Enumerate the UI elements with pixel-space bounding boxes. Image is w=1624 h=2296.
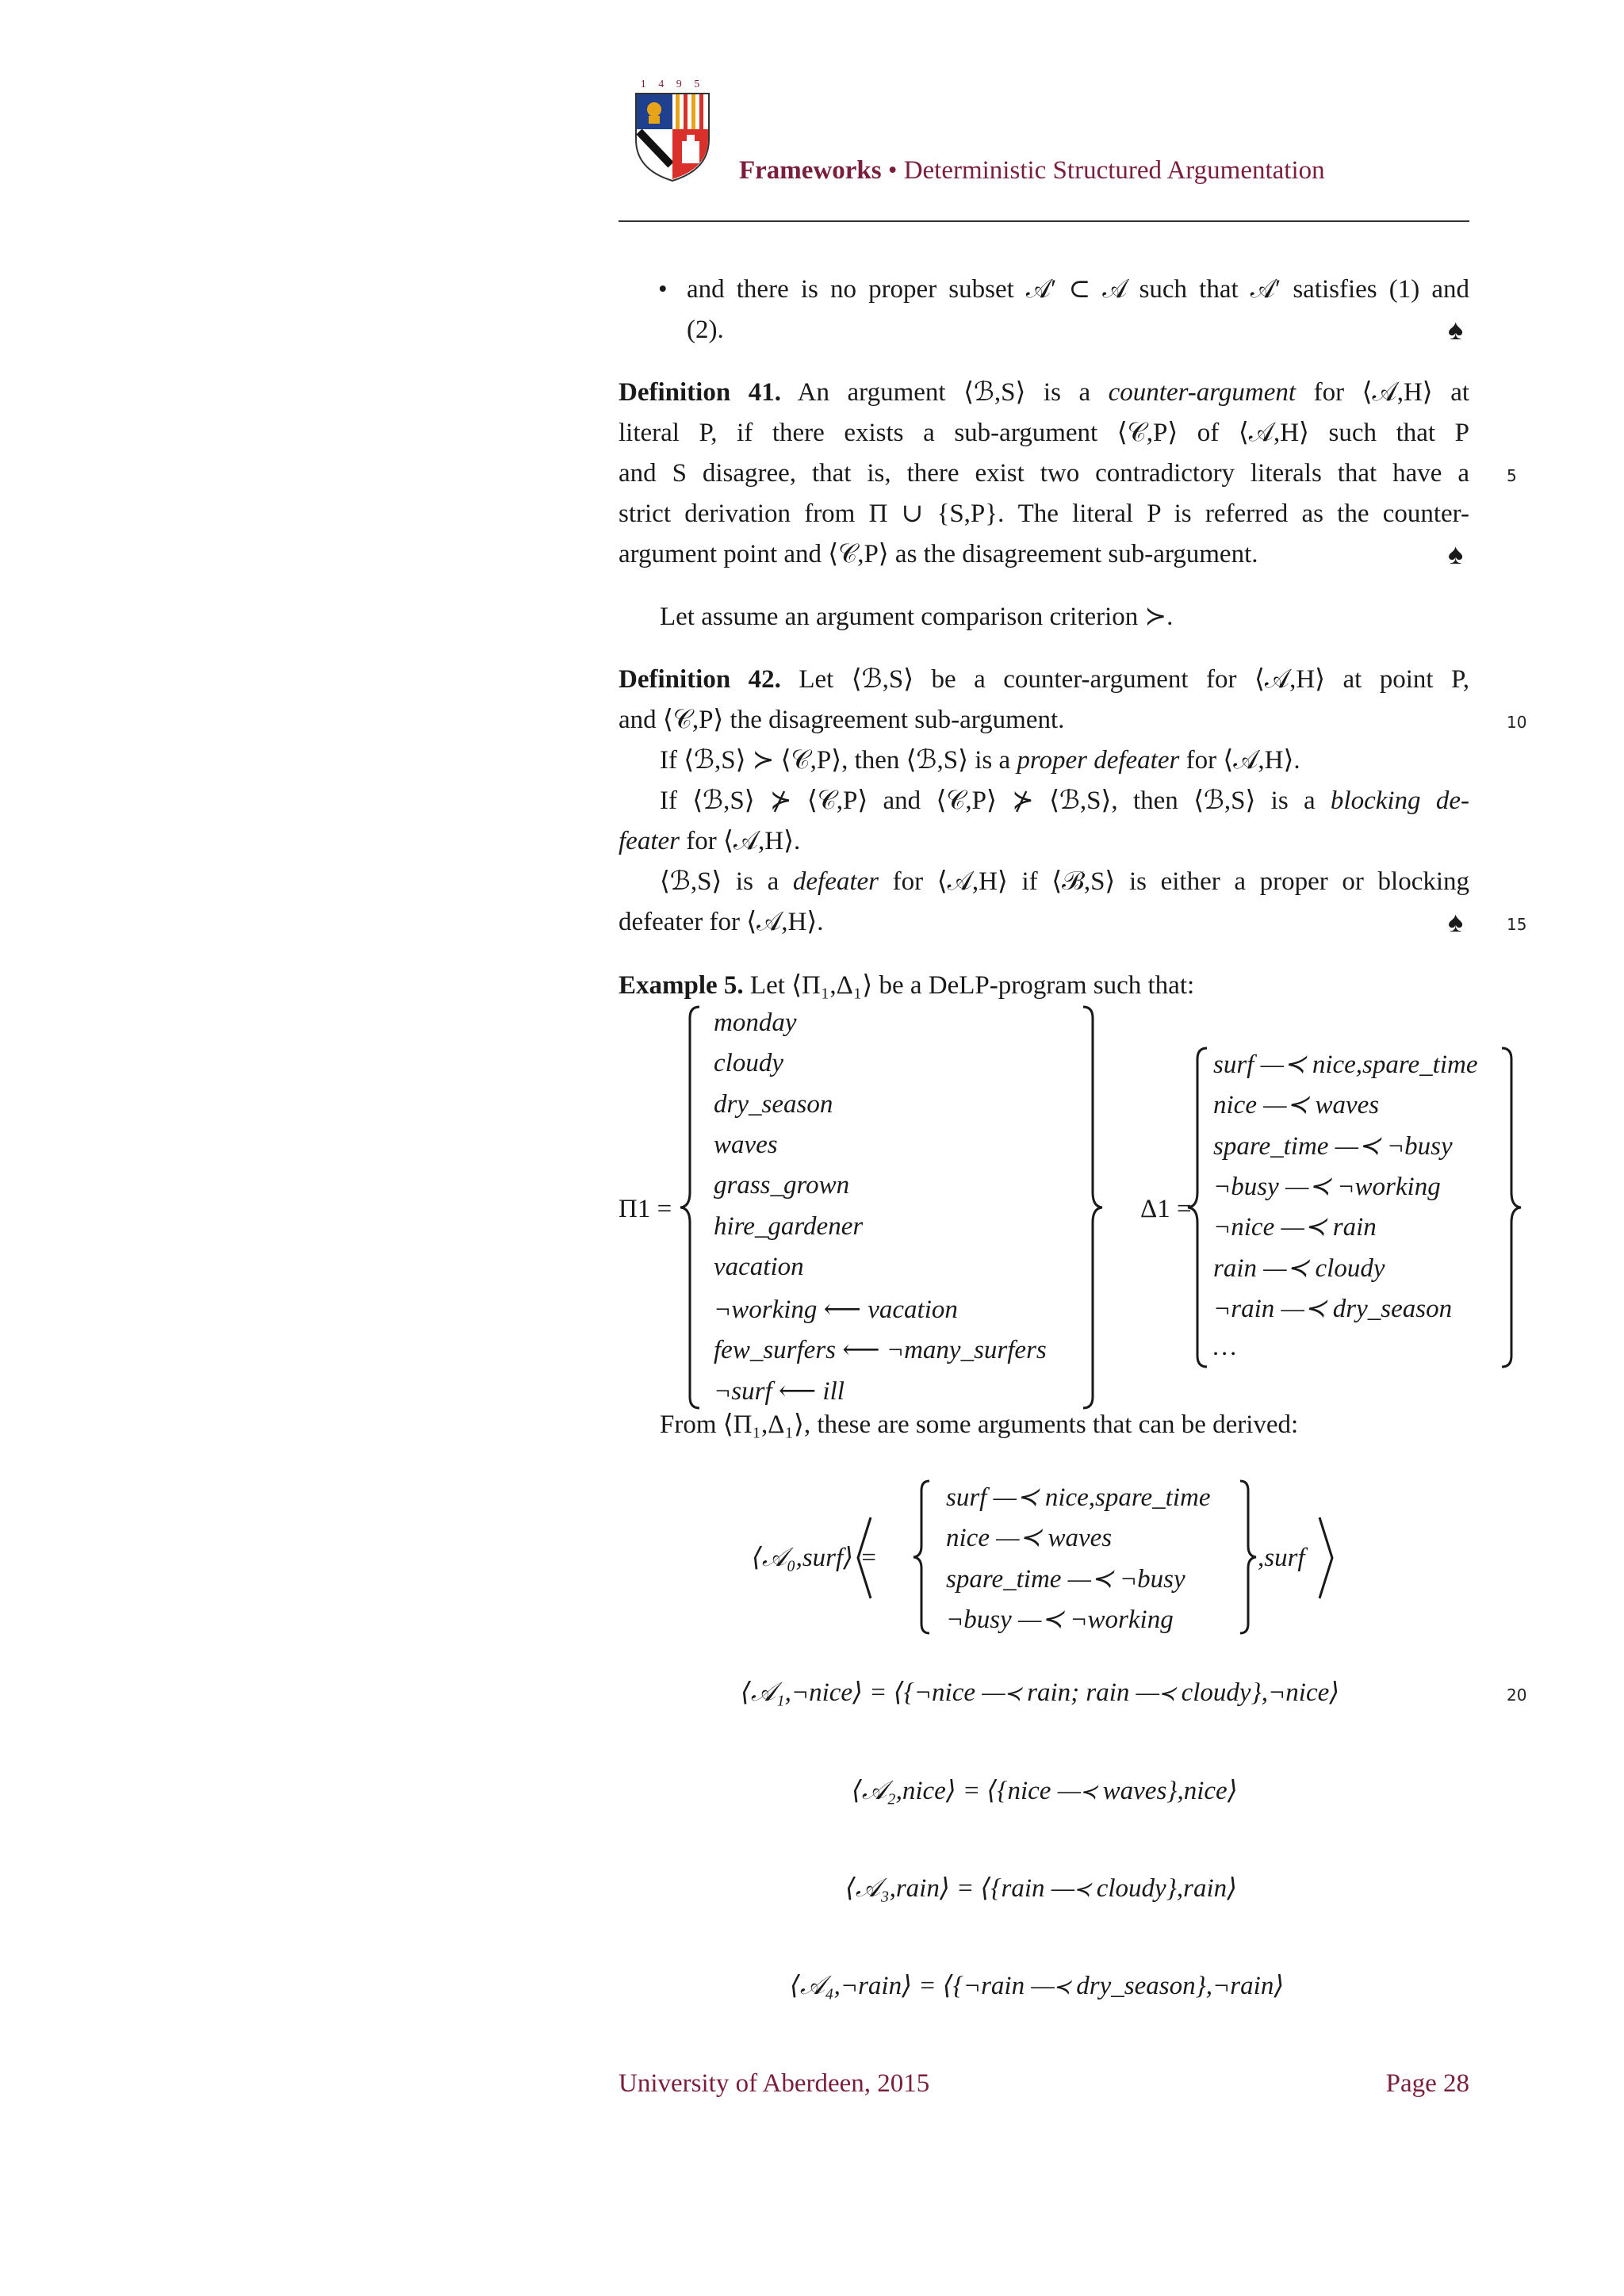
pi-right-brace: [1080, 1005, 1104, 1410]
example5-heading: Example 5. Let ⟨Π₁,Δ₁⟩ be a DeLP-program such that:: [619, 971, 1195, 1000]
line-number: 20: [1507, 1686, 1527, 1705]
line-number: 5: [1507, 466, 1517, 485]
def42-line-3: If ⟨ℬ,S⟩ ≻ ⟨𝒞,P⟩, then ⟨ℬ,S⟩ is a proper defeater for ⟨𝒜,H⟩.: [660, 746, 1300, 775]
line-number: 10: [1507, 713, 1527, 732]
a0-right-angle: [1316, 1514, 1335, 1601]
footer-page-number: Page 28: [1385, 2069, 1469, 2098]
def41-line-1: Definition 41. An argument ⟨ℬ,S⟩ is a counter-argument for ⟨𝒜,H⟩ at: [619, 378, 1470, 407]
footer-university: University of Aberdeen, 2015: [619, 2069, 930, 2098]
pi-label: Π1 =: [619, 1195, 672, 1223]
delta-right-brace: [1499, 1047, 1522, 1368]
bullet-dot: •: [658, 275, 668, 304]
from-line: From ⟨Π₁,Δ₁⟩, these are some arguments that can be derived:: [660, 1410, 1299, 1439]
delta-left-brace: [1186, 1047, 1210, 1368]
pi-item: dry_season: [714, 1089, 833, 1119]
header-section: Frameworks: [739, 156, 882, 185]
delta-item: …: [1213, 1333, 1237, 1362]
pi-item: few_surfers ⟵ ¬many_surfers: [714, 1336, 1047, 1365]
end-marker: ♠: [1448, 906, 1464, 938]
pi-item: vacation: [714, 1252, 804, 1281]
delta-item: ¬rain —≺ dry_season: [1213, 1294, 1453, 1323]
pi-item: ¬surf ⟵ ill: [714, 1376, 845, 1406]
bullet-line-2: (2).: [687, 316, 724, 344]
a0-rule: ¬busy —≺ ¬working: [946, 1605, 1174, 1634]
def42-line-4: If ⟨ℬ,S⟩ ⊁ ⟨𝒞,P⟩ and ⟨𝒞,P⟩ ⊁ ⟨ℬ,S⟩, then ⟨ℬ,S⟩ is a blocking de-: [660, 786, 1469, 815]
pi-item: waves: [714, 1130, 778, 1159]
pi-item: grass_grown: [714, 1171, 850, 1200]
a2-equation: ⟨𝒜₂,nice⟩ = ⟨{nice —≺ waves},nice⟩: [852, 1777, 1238, 1805]
bullet-line-1: and there is no proper subset 𝒜′ ⊂ 𝒜 such that 𝒜′ satisfies (1) and: [687, 275, 1469, 304]
delta-item: ¬busy —≺ ¬working: [1213, 1172, 1441, 1201]
delta-item: nice —≺ waves: [1213, 1091, 1380, 1120]
def42-line-7: defeater for ⟨𝒜,H⟩.: [619, 908, 824, 936]
delta-item: spare_time —≺ ¬busy: [1213, 1131, 1453, 1161]
a1-equation: ⟨𝒜₁,¬nice⟩ = ⟨{¬nice —≺ rain; rain —≺ cloudy},¬nice⟩: [741, 1678, 1340, 1707]
header-rule: [619, 220, 1469, 222]
a0-rhs: ,surf: [1258, 1544, 1305, 1572]
example5-label: Example 5.: [619, 971, 744, 1000]
a0-rule: spare_time —≺ ¬busy: [946, 1564, 1185, 1594]
def41-line-5: argument point and ⟨𝒞,P⟩ as the disagreement sub-argument.: [619, 540, 1258, 568]
def42-line-1: Definition 42. Let ⟨ℬ,S⟩ be a counter-argument for ⟨𝒜,H⟩ at point P,: [619, 665, 1470, 694]
pi-item: ¬working ⟵ vacation: [714, 1295, 958, 1325]
a0-left-angle: [855, 1514, 874, 1601]
def41-line-2: literal P, if there exists a sub-argument ⟨𝒞,P⟩ of ⟨𝒜,H⟩ such that P: [619, 419, 1469, 447]
delta-item: rain —≺ cloudy: [1213, 1253, 1385, 1283]
header-title: [739, 151, 1325, 191]
pi-item: monday: [714, 1008, 797, 1037]
def41-line-4: strict derivation from Π ∪ {S,P}. The literal P is referred as the counter-: [619, 499, 1469, 528]
def41-line-3: and S disagree, that is, there exist two contradictory literals that have a: [619, 459, 1469, 488]
a0-lhs: ⟨𝒜₀,surf⟩ =: [752, 1544, 878, 1572]
term-defeater: defeater: [792, 867, 879, 896]
def41-label: Definition 41.: [619, 378, 781, 407]
a0-left-brace: [912, 1479, 933, 1635]
term-proper-defeater: proper defeater: [1017, 746, 1180, 775]
crest-logo: [631, 76, 714, 182]
end-marker: ♠: [1448, 314, 1464, 346]
delta-label: Δ1 =: [1140, 1195, 1192, 1223]
def42-label: Definition 42.: [619, 665, 781, 694]
pi-item: hire_gardener: [714, 1211, 864, 1241]
def42-line-5: feater for ⟨𝒜,H⟩.: [619, 827, 801, 855]
line-number: 15: [1507, 915, 1527, 934]
def42-line-2: and ⟨𝒞,P⟩ the disagreement sub-argument.: [619, 706, 1065, 734]
assume-line: Let assume an argument comparison criterion ≻.: [660, 603, 1174, 631]
term-blocking-defeater: blocking de-: [1330, 786, 1469, 815]
a0-right-brace: [1237, 1479, 1258, 1635]
pi-left-brace: [679, 1005, 703, 1410]
a3-equation: ⟨𝒜₃,rain⟩ = ⟨{rain —≺ cloudy},rain⟩: [845, 1874, 1238, 1903]
header-separator: •: [887, 156, 898, 185]
delta-item: surf —≺ nice,spare_time: [1213, 1050, 1478, 1079]
delta-item: ¬nice —≺ rain: [1213, 1213, 1377, 1242]
pi-item: cloudy: [714, 1049, 783, 1078]
a0-rule: surf —≺ nice,spare_time: [946, 1483, 1211, 1512]
end-marker: ♠: [1448, 538, 1464, 570]
term-counter-argument: counter-argument: [1108, 378, 1297, 407]
header-subsection: Deterministic Structured Argumentation: [903, 156, 1325, 185]
a0-rule: nice —≺ waves: [946, 1524, 1113, 1553]
crest-year: 1 4 9 5: [640, 78, 705, 90]
a4-equation: ⟨𝒜₄,¬rain⟩ = ⟨{¬rain —≺ dry_season},¬rain⟩: [790, 1972, 1285, 2000]
def42-line-6: ⟨ℬ,S⟩ is a defeater for ⟨𝒜,H⟩ if ⟨ℬ,S⟩ is either a proper or blocking: [660, 867, 1470, 896]
